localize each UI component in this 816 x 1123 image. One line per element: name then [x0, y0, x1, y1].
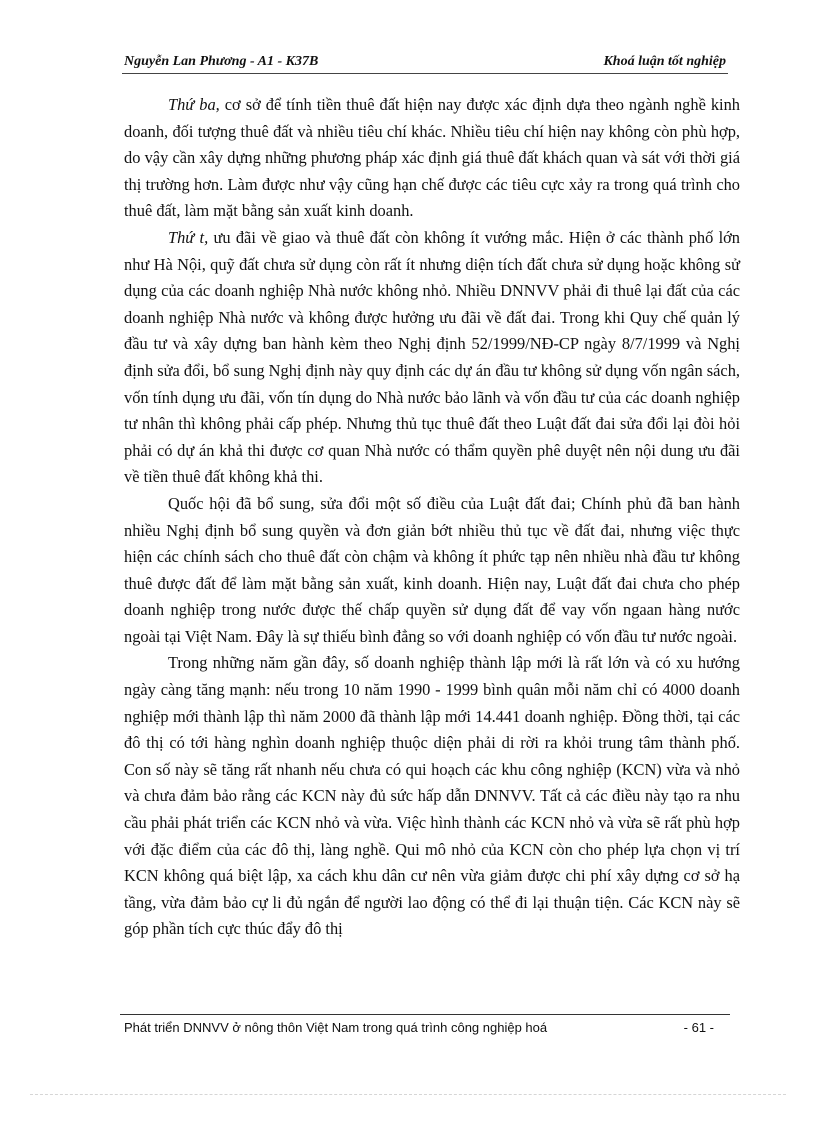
paragraph-2: [124, 225, 740, 491]
header-author: Nguyễn Lan Phương - A1 - K37B: [124, 54, 319, 69]
footer-title: Phát triển DNNVV ở nông thôn Việt Nam trong quá trình công nghiệp hoá: [124, 1020, 548, 1035]
footer-rule: [120, 1014, 730, 1015]
paragraph-1-text: cơ sở để tính tiền thuê đất hiện nay được xác định dựa theo ngành nghề kinh doanh, đối tượng thuê đất và nhiều tiêu chí khác. Nhiều tiêu chí hiện nay không còn phù hợp, do vậy cần xây dựng những phương pháp xác định giá thuê đất khách quan và sát với thời giá thị trường hơn. Làm được như vậy cũng hạn chế được các tiêu cực xảy ra trong quá trình cho thuê đất, làm mặt bằng sản xuất kinh doanh.: [124, 95, 740, 221]
paragraph-4-text: Trong những năm gần đây, số doanh nghiệp thành lập mới là rất lớn và có xu hướng ngày càng tăng mạnh: nếu trong 10 năm 1990 - 1999 bình quân mỗi năm chỉ có 4000 doanh nghiệp mới thành lập thì năm 2000 đã thành lập mới 14.441 doanh nghiệp. Đồng thời, tại các đô thị có tới hàng nghìn doanh nghiệp thuộc diện phải di rời ra khỏi trung tâm thành phố. Con số này sẽ tăng rất nhanh nếu chưa có qui hoạch các khu công nghiệp (KCN) vừa và nhỏ và chưa đảm bảo rằng các KCN này đủ sức hấp dẫn DNNVV. Tất cả các điều này tạo ra nhu cầu phải phát triển các KCN nhỏ và vừa. Việc hình thành các KCN nhỏ và vừa sẽ rất phù hợp với đặc điểm của các đô thị, làng nghề. Qui mô nhỏ của KCN còn cho phép lựa chọn vị trí KCN không quá biệt lập, xa cách khu dân cư nên vừa giảm được chi phí xây dựng cơ sở hạ tầng, vừa đảm bảo cự li đủ ngắn để người lao động có thể đi lại thuận tiện. Các KCN này sẽ góp phần tích cực thúc đẩy đô thị: [124, 653, 740, 939]
paragraph-2-text: ưu đãi về giao và thuê đất còn không ít vướng mắc. Hiện ở các thành phố lớn như Hà Nội, quỹ đất chưa sử dụng còn rất ít nhưng diện tích đất chưa sử dụng hoặc không sử dụng của các doanh nghiệp Nhà nước không nhỏ. Nhiều DNNVV phải đi thuê lại đất của các doanh nghiệp Nhà nước và không được hưởng ưu đãi về đất đai. Trong khi Quy chế quản lý đầu tư và xây dựng ban hành kèm theo Nghị định 52/1999/NĐ-CP ngày 8/7/1999 và Nghị định sửa đổi, bổ sung Nghị định này quy định các dự án đầu tư không sử dụng vốn ngân sách, vốn tính dụng ưu đãi, vốn tín dụng do Nhà nước bảo lãnh và vốn đầu tư của các doanh nghiệp tư nhân thì không phải cấp phép. Nhưng thủ tục thuê đất theo Luật đất đai sửa đổi lại đòi hỏi phải có dự án khả thi được cơ quan Nhà nước có thẩm quyền phê duyệt nên nội dung ưu đãi về tiền thuê đất không khả thi.: [124, 227, 741, 487]
paragraph-4: [124, 650, 740, 943]
paragraph-2-lead: Thứ t,: [168, 227, 209, 247]
header-doc-type: Khoá luận tốt nghiệp: [603, 54, 726, 69]
page-break-divider: [30, 1094, 786, 1095]
paragraph-3: [124, 491, 740, 651]
body-text: [124, 92, 740, 943]
paragraph-3-text: Quốc hội đã bổ sung, sửa đổi một số điều của Luật đất đai; Chính phủ đã ban hành nhiều Nghị định bổ sung quyền và đơn giản bớt nhiều thủ tục về đất đai, nhưng việc thực hiện các chính sách cho thuê đất còn chậm và không ít phức tạp nên nhiều nhà đầu tư không thuê được đất để làm mặt bằng sản xuất, kinh doanh. Hiện nay, Luật đất đai chưa cho phép doanh nghiệp trong nước được thế chấp quyền sử dụng đất để vay vốn ngaan hàng nước ngoài tại Việt Nam. Đây là sự thiếu bình đẳng so với doanh nghiệp có vốn đầu tư nước ngoài.: [124, 493, 740, 646]
paragraph-1: [124, 92, 740, 225]
paragraph-1-lead: Thứ ba,: [168, 95, 220, 114]
page-number: - 61 -: [683, 1020, 714, 1035]
page-footer: [124, 1020, 726, 1038]
